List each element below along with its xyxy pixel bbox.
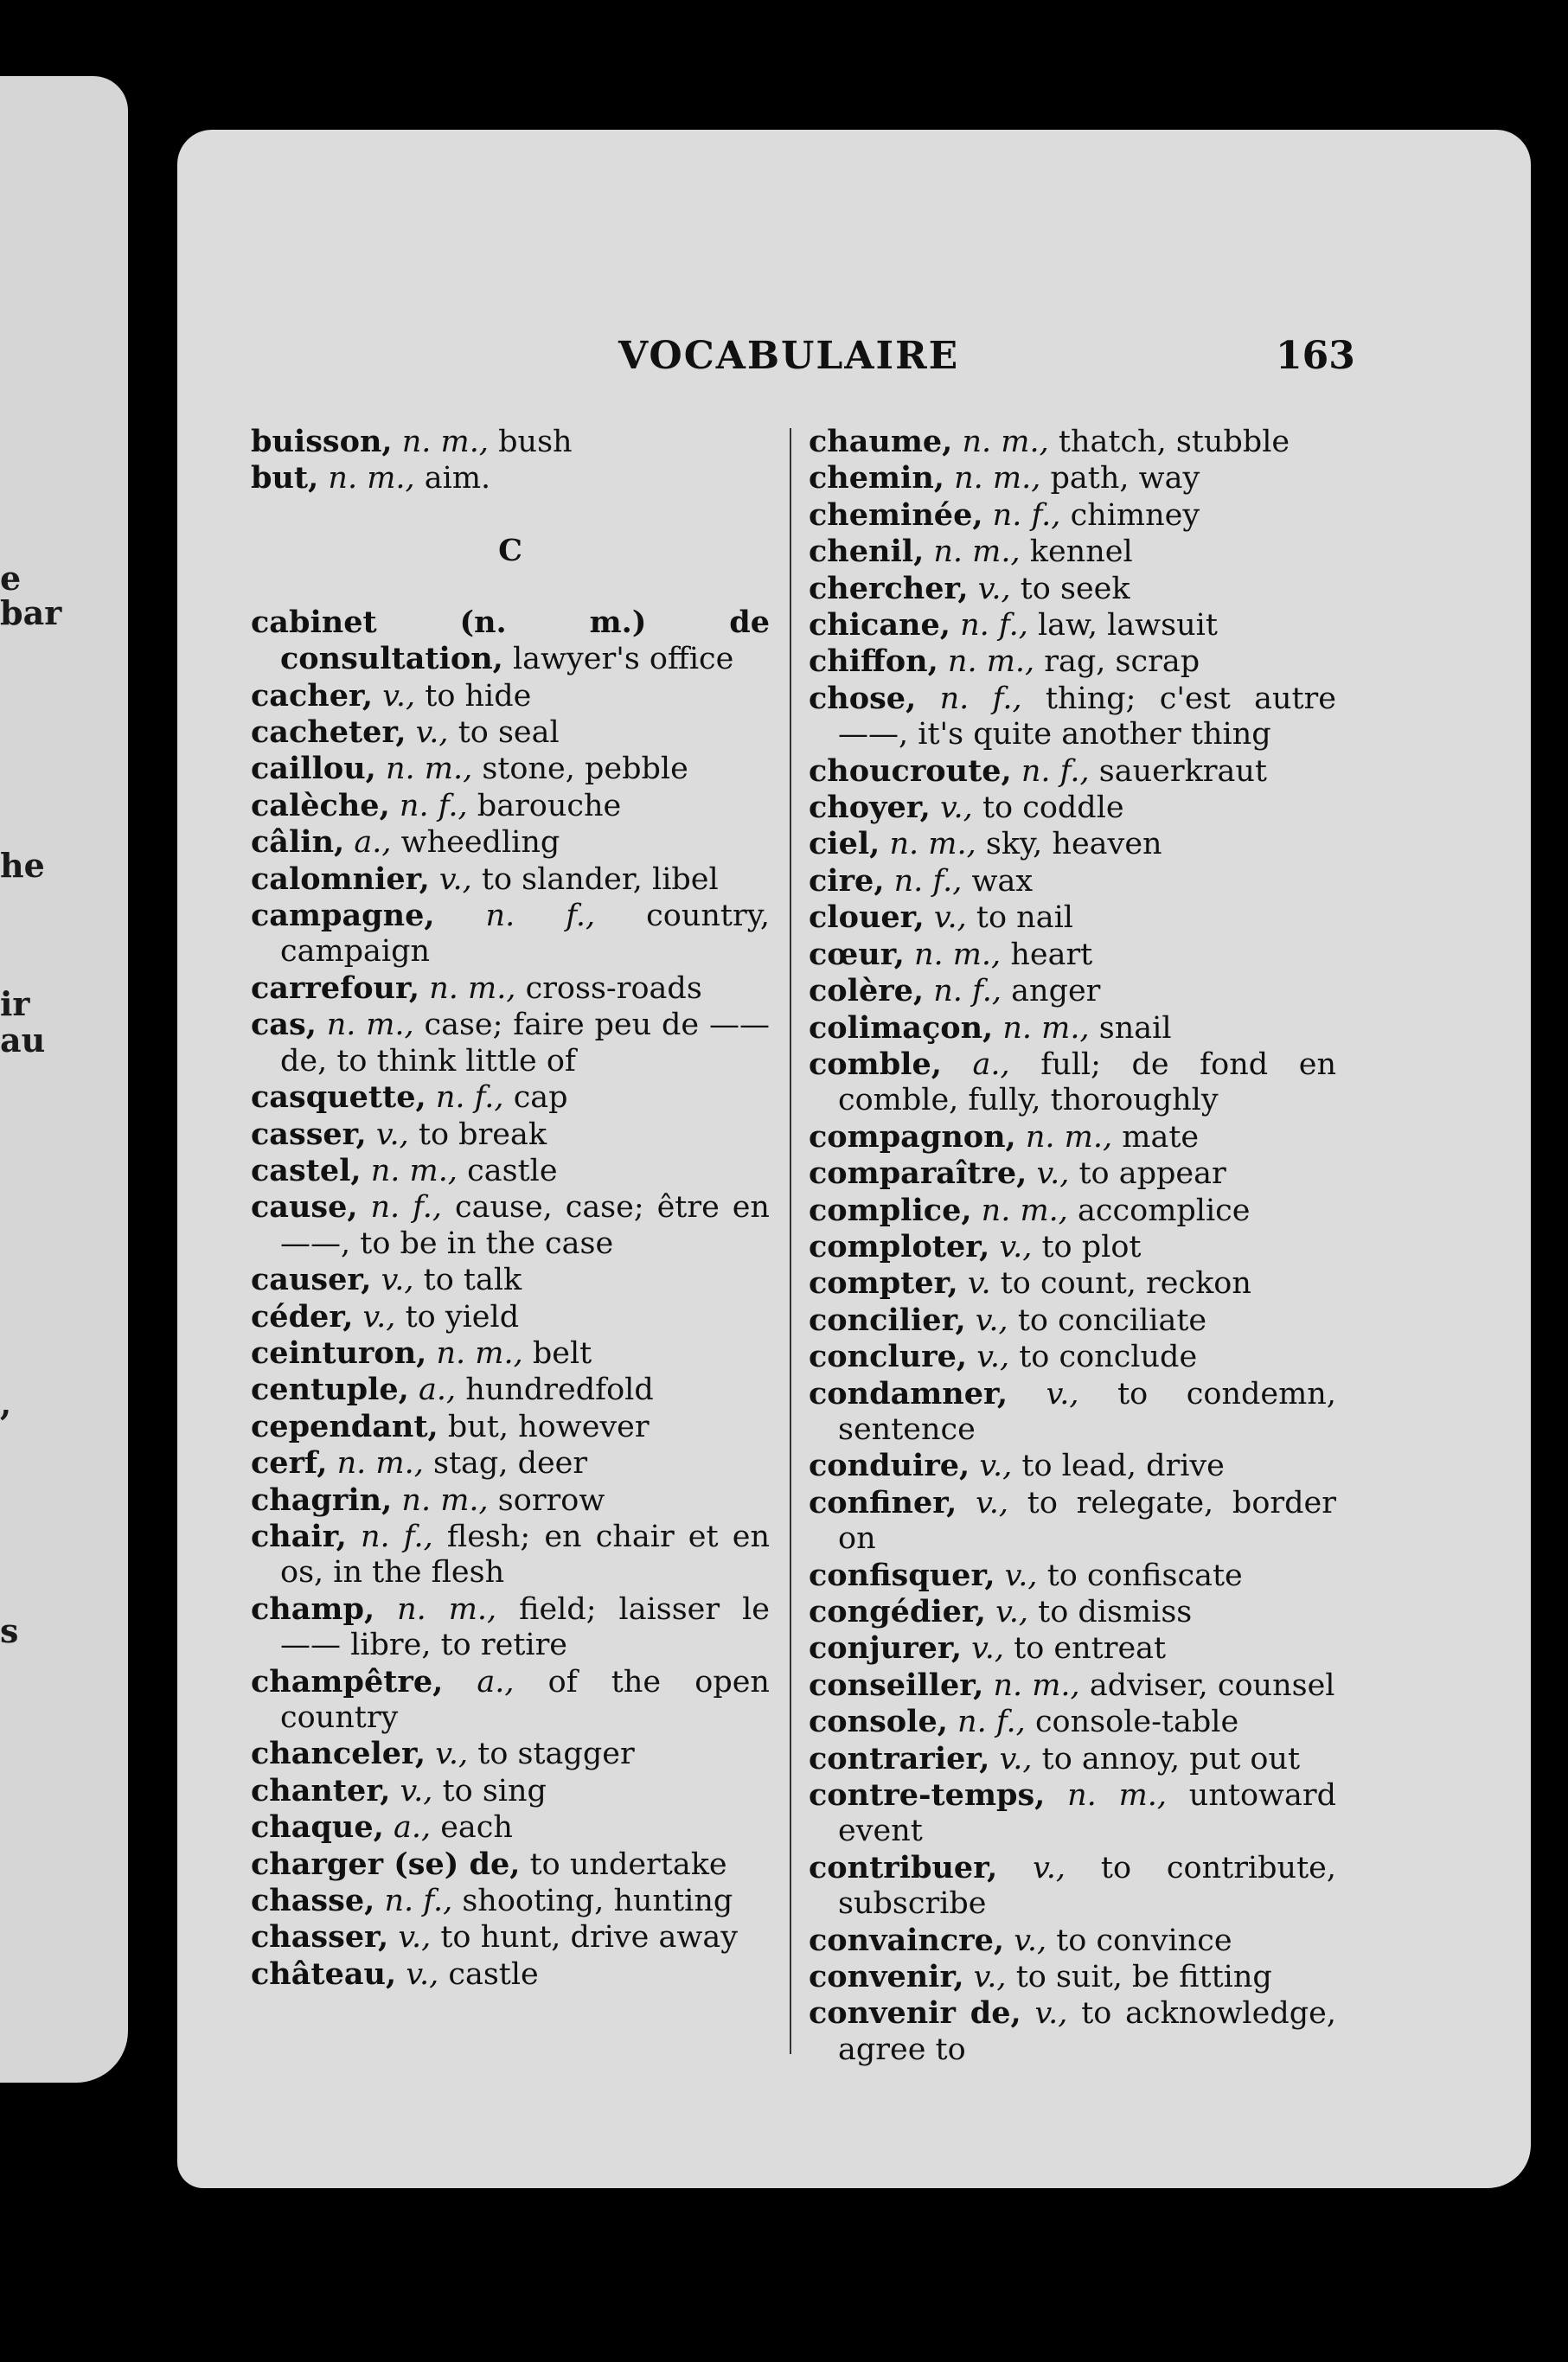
entry-part-of-speech: v., xyxy=(1004,1558,1038,1593)
entry-headword: casquette, xyxy=(251,1079,426,1116)
dictionary-entry xyxy=(809,1995,1336,2068)
entry-definition: hundredfold xyxy=(465,1373,654,1408)
entry-part-of-speech: n. f., xyxy=(1021,753,1090,789)
entry-headword: comparaître, xyxy=(809,1155,1027,1192)
entry-part-of-speech: n. f., xyxy=(370,1190,443,1226)
entry-part-of-speech: v., xyxy=(400,1773,433,1808)
dictionary-entry xyxy=(251,1809,770,1846)
entry-definition: cause, case; être en ——, to be in the case xyxy=(280,1190,770,1261)
entry-part-of-speech: n. m., xyxy=(954,461,1041,496)
entry-part-of-speech: v., xyxy=(1014,1923,1047,1958)
entry-definition: belt xyxy=(532,1335,592,1371)
entry-definition: of the open country xyxy=(280,1664,770,1735)
entry-part-of-speech: v., xyxy=(979,1449,1013,1484)
entry-headword: confisquer, xyxy=(809,1557,995,1593)
entry-definition: to hide xyxy=(425,678,532,714)
entry-definition: castle xyxy=(467,1153,558,1188)
dictionary-entry xyxy=(809,460,1336,496)
entry-headword: chenil, xyxy=(809,534,925,570)
dictionary-entry xyxy=(809,424,1336,460)
entry-definition: bush xyxy=(498,425,573,459)
dictionary-entry xyxy=(809,863,1336,899)
entry-headword: condamner, xyxy=(809,1375,1008,1411)
entry-headword: calèche, xyxy=(251,787,390,823)
entry-headword: charger (se) de, xyxy=(251,1846,521,1882)
entry-headword: câlin, xyxy=(251,824,345,861)
entry-part-of-speech: n. m., xyxy=(386,752,473,787)
entry-part-of-speech: v., xyxy=(382,678,416,714)
dictionary-entry xyxy=(809,1741,1336,1777)
entry-headword: céder, xyxy=(251,1298,354,1335)
entry-definition: rag, scrap xyxy=(1044,644,1200,680)
entry-part-of-speech: n. f., xyxy=(960,608,1028,643)
dictionary-entry xyxy=(809,1777,1336,1850)
entry-headword: comploter, xyxy=(809,1228,990,1264)
facing-page-fragment: ir xyxy=(0,984,30,1023)
entry-part-of-speech: a., xyxy=(393,1810,432,1846)
entry-part-of-speech: a., xyxy=(354,825,392,861)
dictionary-entry xyxy=(251,1919,770,1956)
entry-headword: congédier, xyxy=(809,1594,986,1629)
dictionary-entry xyxy=(251,751,770,787)
entry-headword: contribuer, xyxy=(809,1849,998,1885)
entry-part-of-speech: n. m., xyxy=(401,425,489,459)
dictionary-entry xyxy=(809,643,1336,680)
entry-headword: colimaçon, xyxy=(809,1009,994,1046)
entry-headword: castel, xyxy=(251,1152,362,1188)
entry-part-of-speech: n. m., xyxy=(1025,1119,1113,1155)
entry-part-of-speech: v., xyxy=(1036,1156,1070,1192)
entry-headword: choucroute, xyxy=(809,752,1012,789)
dictionary-entry xyxy=(251,1956,770,1993)
entry-definition: each xyxy=(440,1810,513,1846)
entry-part-of-speech: n. f., xyxy=(893,863,963,899)
entry-headword: chercher, xyxy=(809,570,969,606)
entry-definition: barouche xyxy=(477,788,622,823)
entry-part-of-speech: n. f., xyxy=(992,497,1061,533)
entry-headword: chose, xyxy=(809,680,917,716)
dictionary-entry xyxy=(809,937,1336,973)
entry-part-of-speech: n. m., xyxy=(1067,1778,1168,1814)
entry-headword: cœur, xyxy=(809,936,905,972)
dictionary-entry xyxy=(251,424,770,460)
entry-definition: castle xyxy=(448,1956,539,1992)
entry-definition: snail xyxy=(1098,1010,1172,1046)
entry-headword: conjurer, xyxy=(809,1630,962,1667)
dictionary-entry xyxy=(251,1372,770,1408)
running-header: VOCABULAIRE xyxy=(618,334,960,378)
entry-definition: thatch, stubble xyxy=(1058,425,1290,459)
entry-part-of-speech: n. m., xyxy=(947,644,1035,680)
entry-part-of-speech: v., xyxy=(939,791,973,826)
entry-definition: to annoy, put out xyxy=(1041,1741,1301,1776)
entry-part-of-speech: n. m., xyxy=(401,1482,489,1518)
dictionary-entry xyxy=(809,1010,1336,1047)
entry-definition: to relegate, border on xyxy=(838,1485,1336,1557)
entry-definition: to acknowledge, agree to xyxy=(838,1996,1336,2067)
entry-part-of-speech: n. f., xyxy=(939,681,1022,716)
entry-part-of-speech: v., xyxy=(381,1263,414,1298)
entry-part-of-speech: v., xyxy=(999,1229,1033,1264)
entry-headword: convenir de, xyxy=(809,1995,1021,2032)
entry-definition: to entreat xyxy=(1014,1631,1167,1667)
entry-part-of-speech: n. m., xyxy=(370,1153,458,1188)
dictionary-entry xyxy=(251,788,770,824)
entry-part-of-speech: v., xyxy=(1033,1850,1066,1885)
entry-part-of-speech: a., xyxy=(419,1373,457,1408)
entry-part-of-speech: n. m., xyxy=(326,1008,414,1043)
entry-headword: contrarier, xyxy=(809,1740,990,1776)
entry-headword: compter, xyxy=(809,1265,958,1302)
dictionary-entry xyxy=(809,899,1336,936)
entry-headword: console, xyxy=(809,1704,948,1740)
entry-definition: thing; c'est autre ——, it's quite another thing xyxy=(838,681,1337,752)
entry-headword: causer, xyxy=(251,1262,372,1298)
entry-headword: ceinturon, xyxy=(251,1335,427,1371)
dictionary-entry xyxy=(251,1007,770,1079)
entry-headword: comble, xyxy=(809,1046,942,1082)
entry-headword: caillou, xyxy=(251,751,376,787)
dictionary-entry xyxy=(251,1299,770,1335)
entry-part-of-speech: v., xyxy=(362,1299,396,1335)
facing-page-fragment: au xyxy=(0,1021,46,1059)
facing-page-fragment: s xyxy=(0,1611,19,1650)
entry-definition: to hunt, drive away xyxy=(440,1920,738,1956)
dictionary-entry xyxy=(809,1119,1336,1155)
dictionary-entry xyxy=(809,681,1336,753)
dictionary-entry xyxy=(251,1519,770,1591)
dictionary-entry xyxy=(251,1736,770,1772)
entry-part-of-speech: v., xyxy=(975,1303,1008,1338)
entry-headword: cas, xyxy=(251,1007,317,1043)
entry-definition: to sing xyxy=(442,1773,547,1808)
dictionary-entry xyxy=(251,1847,770,1883)
entry-part-of-speech: n. f., xyxy=(435,1080,504,1116)
dictionary-entry xyxy=(251,861,770,898)
entry-headword: chemin, xyxy=(809,460,944,496)
dictionary-entry xyxy=(251,1262,770,1298)
entry-definition: to talk xyxy=(423,1263,522,1298)
entry-headword: chanter, xyxy=(251,1772,391,1808)
entry-headword: champêtre, xyxy=(251,1663,444,1699)
entry-definition: to seek xyxy=(1020,571,1130,606)
entry-definition: wheedling xyxy=(400,825,560,861)
entry-definition: sorrow xyxy=(497,1482,605,1518)
entry-part-of-speech: n. m., xyxy=(981,1193,1068,1228)
entry-definition: sauerkraut xyxy=(1098,753,1267,789)
dictionary-entry xyxy=(809,1923,1336,1959)
entry-definition: adviser, counsel xyxy=(1089,1667,1335,1703)
entry-definition: to lead, drive xyxy=(1021,1449,1225,1484)
dictionary-entry xyxy=(809,534,1336,570)
entry-definition: heart xyxy=(1010,937,1093,972)
left-column xyxy=(251,424,770,1993)
entry-part-of-speech: v., xyxy=(995,1595,1028,1629)
dictionary-entry xyxy=(251,1591,770,1664)
dictionary-entry xyxy=(251,898,770,970)
dictionary-entry xyxy=(809,753,1336,790)
dictionary-entry xyxy=(251,1445,770,1482)
entry-part-of-speech: v., xyxy=(415,715,449,751)
entry-headword: confiner, xyxy=(809,1484,957,1520)
entry-headword: convenir, xyxy=(809,1959,964,1995)
dictionary-entry xyxy=(809,1667,1336,1704)
dictionary-entry xyxy=(251,1335,770,1372)
entry-headword: cacheter, xyxy=(251,714,406,751)
entry-definition: to contribute, subscribe xyxy=(838,1850,1336,1922)
entry-part-of-speech: v., xyxy=(971,1631,1005,1667)
dictionary-entry xyxy=(251,678,770,714)
entry-definition: country, campaign xyxy=(280,899,770,970)
entry-definition: sky, heaven xyxy=(985,827,1162,862)
dictionary-entry xyxy=(251,1079,770,1116)
dictionary-entry xyxy=(251,1883,770,1919)
entry-part-of-speech: v., xyxy=(976,1485,1008,1520)
entry-headword: campagne, xyxy=(251,898,435,934)
entry-definition: kennel xyxy=(1029,534,1133,570)
entry-headword: contre-temps, xyxy=(809,1777,1046,1814)
entry-headword: conseiller, xyxy=(809,1667,984,1703)
page-number: 163 xyxy=(1276,334,1355,378)
dictionary-entry xyxy=(809,1229,1336,1265)
entry-definition: to appear xyxy=(1078,1156,1226,1192)
dictionary-entry xyxy=(809,1193,1336,1229)
entry-definition: case; faire peu de —— de, to think little of xyxy=(280,1008,770,1079)
entry-definition: path, way xyxy=(1050,461,1200,496)
entry-definition: law, lawsuit xyxy=(1037,608,1218,643)
dictionary-entry xyxy=(251,1482,770,1519)
entry-part-of-speech: v., xyxy=(438,861,472,897)
entry-part-of-speech: v., xyxy=(933,900,967,936)
entry-part-of-speech: n. m., xyxy=(397,1591,497,1627)
entry-headword: cabinet (n. m.) de consultation, xyxy=(251,604,770,677)
dictionary-entry xyxy=(251,970,770,1007)
entry-part-of-speech: n. f., xyxy=(399,788,468,823)
entry-headword: chanceler, xyxy=(251,1736,426,1772)
entry-part-of-speech: n. m., xyxy=(933,534,1021,570)
entry-part-of-speech: n. m., xyxy=(962,425,1049,459)
entry-definition: to suit, be fitting xyxy=(1015,1960,1272,1995)
entry-definition: anger xyxy=(1011,974,1101,1009)
entry-headword: carrefour, xyxy=(251,970,420,1006)
dictionary-entry xyxy=(809,571,1336,607)
entry-headword: choyer, xyxy=(809,790,931,826)
entry-part-of-speech: v., xyxy=(375,1117,409,1152)
book-page xyxy=(177,130,1531,2188)
entry-headword: cacher, xyxy=(251,677,374,714)
dictionary-entry xyxy=(251,824,770,861)
entry-headword: cerf, xyxy=(251,1445,328,1482)
dictionary-entry xyxy=(809,1155,1336,1192)
entry-definition: to convince xyxy=(1056,1923,1232,1958)
entry-definition: to seal xyxy=(458,715,560,751)
entry-definition: to undertake xyxy=(529,1847,727,1882)
right-column-entries xyxy=(809,424,1336,2068)
entry-definition: stone, pebble xyxy=(482,752,688,787)
section-letter: C xyxy=(498,532,522,568)
dictionary-entry xyxy=(809,973,1336,1009)
dictionary-entry xyxy=(809,1376,1336,1449)
entry-definition: to conciliate xyxy=(1017,1303,1207,1338)
entry-part-of-speech: n. f., xyxy=(957,1705,1026,1740)
entry-headword: clouer, xyxy=(809,899,925,936)
entry-part-of-speech: n. m., xyxy=(429,970,516,1006)
entry-part-of-speech: v., xyxy=(999,1741,1033,1776)
entry-headword: buisson, xyxy=(251,424,393,459)
dictionary-entry xyxy=(251,1409,770,1445)
dictionary-entry xyxy=(809,790,1336,826)
entry-headword: chaume, xyxy=(809,424,953,459)
dictionary-entry xyxy=(809,1704,1336,1740)
entry-headword: compagnon, xyxy=(809,1118,1016,1155)
entry-part-of-speech: v., xyxy=(435,1737,469,1772)
facing-page-edge xyxy=(0,76,128,2083)
entry-definition: aim. xyxy=(424,461,491,496)
dictionary-entry xyxy=(809,1850,1336,1923)
entry-definition: untoward event xyxy=(838,1778,1336,1849)
entry-definition: to dismiss xyxy=(1038,1595,1193,1629)
entry-definition: shooting, hunting xyxy=(462,1884,733,1919)
entry-part-of-speech: n. m., xyxy=(436,1335,523,1371)
dictionary-entry xyxy=(251,1153,770,1189)
entry-headword: chasse, xyxy=(251,1883,375,1919)
entry-headword: chaque, xyxy=(251,1809,384,1846)
dictionary-entry xyxy=(809,826,1336,862)
dictionary-entry xyxy=(809,1558,1336,1594)
entry-definition: to break xyxy=(418,1117,547,1152)
entry-headword: conduire, xyxy=(809,1448,970,1484)
dictionary-entry xyxy=(251,1189,770,1262)
entry-headword: chagrin, xyxy=(251,1482,393,1518)
dictionary-entry xyxy=(809,1047,1336,1119)
dictionary-entry xyxy=(251,1117,770,1153)
entry-definition: to condemn, sentence xyxy=(838,1376,1336,1447)
entry-definition: but, however xyxy=(447,1409,650,1444)
entry-headword: casser, xyxy=(251,1116,367,1152)
entry-definition: cap xyxy=(513,1080,568,1116)
dictionary-entry xyxy=(251,460,770,496)
facing-page-fragment: bar xyxy=(0,593,62,632)
dictionary-entry xyxy=(809,1339,1336,1375)
dictionary-entry xyxy=(251,714,770,751)
entry-definition: to stagger xyxy=(477,1737,635,1772)
entry-part-of-speech: n. m., xyxy=(1002,1010,1090,1046)
entry-part-of-speech: a., xyxy=(477,1664,515,1699)
entry-definition: mate xyxy=(1122,1119,1200,1155)
dictionary-entry xyxy=(251,1773,770,1809)
entry-definition: flesh; en chair et en os, in the flesh xyxy=(280,1519,770,1591)
entry-part-of-speech: n. f., xyxy=(360,1519,433,1554)
entry-part-of-speech: n. f., xyxy=(384,1884,453,1919)
entry-definition: field; laisser le —— libre, to retire xyxy=(280,1591,770,1663)
entry-headword: conclure, xyxy=(809,1339,968,1375)
entry-definition: to nail xyxy=(976,900,1073,936)
entry-part-of-speech: v. xyxy=(967,1266,991,1302)
entry-headword: colère, xyxy=(809,973,925,1009)
entry-part-of-speech: n. m., xyxy=(993,1667,1080,1703)
dictionary-entry xyxy=(809,1485,1336,1558)
dictionary-entry xyxy=(251,1664,770,1737)
entry-definition: to slander, libel xyxy=(481,861,719,897)
entry-definition: to confiscate xyxy=(1046,1558,1243,1593)
right-column xyxy=(809,424,1336,2068)
entry-headword: chair, xyxy=(251,1518,347,1554)
entry-part-of-speech: v., xyxy=(406,1956,439,1992)
entry-headword: centuple, xyxy=(251,1372,409,1408)
entry-headword: cheminée, xyxy=(809,496,983,533)
dictionary-entry xyxy=(809,1630,1336,1667)
left-column-entries xyxy=(251,605,770,1993)
entry-headword: ciel, xyxy=(809,826,880,862)
entry-definition: to count, reckon xyxy=(1000,1266,1251,1302)
facing-page-fragment: he xyxy=(0,846,45,885)
left-column-pre-entries xyxy=(251,424,770,497)
entry-definition: to plot xyxy=(1041,1229,1142,1264)
entry-headword: cause, xyxy=(251,1189,358,1226)
facing-page-fragment: e xyxy=(0,559,22,598)
entry-part-of-speech: v., xyxy=(1034,1996,1068,2032)
dictionary-entry xyxy=(809,1594,1336,1630)
entry-part-of-speech: n. m., xyxy=(328,461,415,496)
entry-headword: complice, xyxy=(809,1192,972,1228)
entry-definition: cross-roads xyxy=(525,970,702,1006)
entry-definition: wax xyxy=(971,863,1034,899)
entry-part-of-speech: v., xyxy=(398,1920,432,1956)
entry-definition: to coddle xyxy=(982,791,1124,826)
entry-headword: concilier, xyxy=(809,1302,966,1338)
dictionary-entry xyxy=(809,1959,1336,1995)
entry-part-of-speech: n. m., xyxy=(889,827,976,862)
entry-headword: but, xyxy=(251,460,319,496)
entry-part-of-speech: v., xyxy=(977,571,1011,606)
entry-definition: lawyer's office xyxy=(512,642,734,677)
dictionary-entry xyxy=(809,607,1336,643)
entry-headword: champ, xyxy=(251,1591,375,1627)
entry-part-of-speech: v., xyxy=(976,1340,1010,1375)
entry-part-of-speech: a., xyxy=(972,1047,1010,1082)
entry-definition: to yield xyxy=(405,1299,520,1335)
entry-part-of-speech: n. m., xyxy=(913,937,1002,972)
dictionary-entry xyxy=(809,1303,1336,1339)
entry-definition: to conclude xyxy=(1019,1340,1198,1375)
entry-headword: chicane, xyxy=(809,607,950,643)
column-divider xyxy=(790,428,791,2054)
entry-part-of-speech: n. m., xyxy=(336,1446,424,1482)
entry-part-of-speech: v., xyxy=(1046,1376,1079,1411)
entry-part-of-speech: n. f., xyxy=(485,899,596,934)
dictionary-entry xyxy=(809,1448,1336,1484)
entry-headword: chiffon, xyxy=(809,643,938,680)
entry-definition: console-table xyxy=(1034,1705,1239,1740)
entry-headword: cependant, xyxy=(251,1408,438,1444)
facing-page-fragment: , xyxy=(0,1384,12,1423)
entry-headword: calomnier, xyxy=(251,861,430,897)
entry-definition: full; de fond en comble, fully, thoroughly xyxy=(838,1047,1336,1118)
entry-part-of-speech: v., xyxy=(973,1960,1007,1995)
dictionary-entry xyxy=(809,1265,1336,1302)
entry-part-of-speech: n. f., xyxy=(933,974,1002,1009)
entry-definition: stag, deer xyxy=(433,1446,588,1482)
dictionary-entry xyxy=(251,605,770,678)
entry-headword: cire, xyxy=(809,862,885,899)
entry-definition: accomplice xyxy=(1078,1193,1251,1228)
dictionary-entry xyxy=(809,497,1336,534)
entry-definition: chimney xyxy=(1070,497,1200,533)
entry-headword: chasser, xyxy=(251,1919,389,1956)
entry-headword: château, xyxy=(251,1956,397,1992)
entry-headword: convaincre, xyxy=(809,1922,1005,1958)
